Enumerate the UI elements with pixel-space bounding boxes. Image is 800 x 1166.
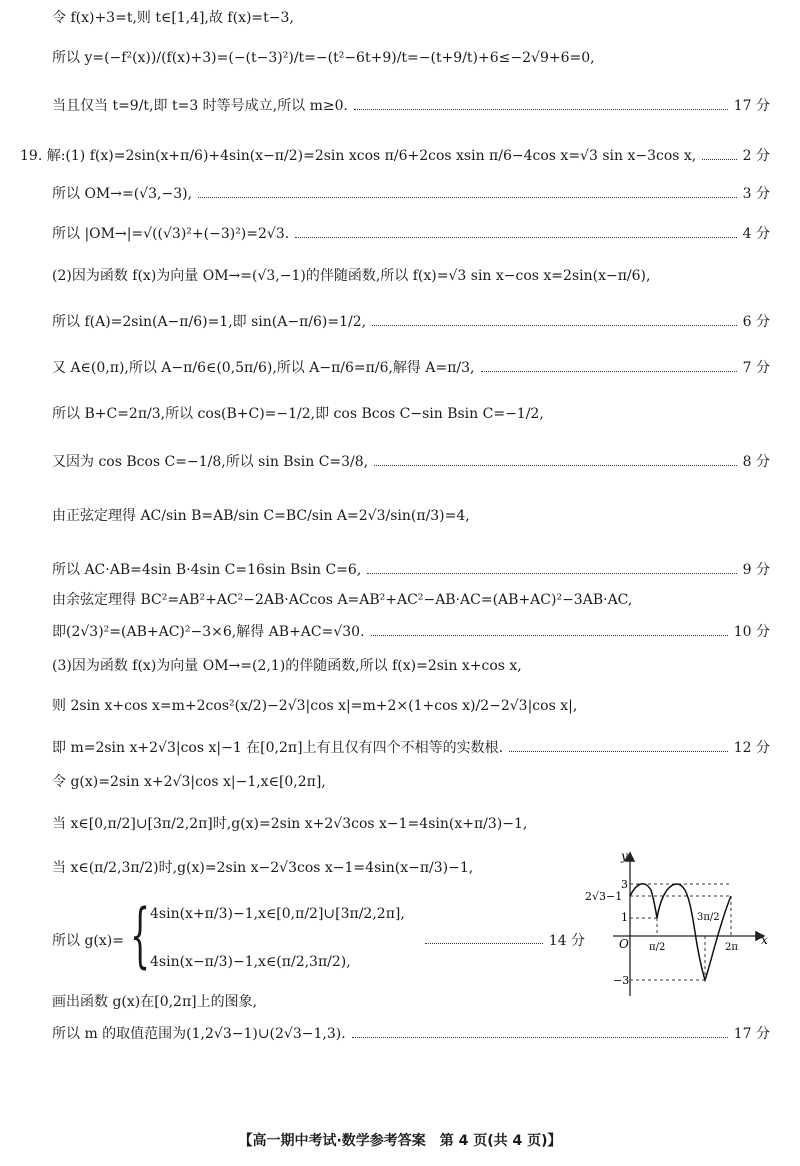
piecewise-label: 所以 g(x)= xyxy=(52,933,124,949)
x-tick-pi-2: π/2 xyxy=(649,942,666,953)
y-tick-2sqrt3-1: 2√3−1 xyxy=(585,890,623,903)
answer-line: 又因为 cos Bcos C=−1/8,所以 sin Bsin C=3/8, 8 分 xyxy=(52,454,770,470)
answer-line: 即 m=2sin x+2√3|cos x|−1 在[0,2π]上有且仅有四个不相等的实数根. 12 分 xyxy=(52,740,770,756)
question-19-heading: 19. 解:(1) f(x)=2sin(x+π/6)+4sin(x−π/2)=2sin xcos π/6+2cos xsin π/6−4cos x=√3 sin x−3cos x, 2 分 xyxy=(20,148,770,164)
score-label: 4 分 xyxy=(742,226,770,242)
score-label: 8 分 xyxy=(742,454,770,470)
score-label: 7 分 xyxy=(742,360,770,376)
y-tick-1: 1 xyxy=(621,911,628,924)
page-footer: 【高一期中考试·数学参考答案 第 4 页(共 4 页)】 xyxy=(238,1133,562,1149)
x-tick-2pi: 2π xyxy=(725,942,738,953)
answer-line: 所以 B+C=2π/3,所以 cos(B+C)=−1/2,即 cos Bcos C−sin Bsin C=−1/2, xyxy=(52,406,544,422)
answer-line: 当 x∈(π/2,3π/2)时,g(x)=2sin x−2√3cos x−1=4sin(x−π/3)−1, xyxy=(52,860,474,876)
score-label: 12 分 xyxy=(733,740,770,756)
origin-label: O xyxy=(619,937,629,951)
answer-line: 所以 y=(−f²(x))/(f(x)+3)=(−(t−3)²)/t=−(t²−6t+9)/t=−(t+9/t)+6≤−2√9+6=0, xyxy=(52,50,595,66)
y-tick-3: 3 xyxy=(621,878,628,891)
score-label: 10 分 xyxy=(733,624,770,640)
left-brace: { xyxy=(130,894,151,976)
answer-line: (3)因为函数 f(x)为向量 OM→=(2,1)的伴随函数,所以 f(x)=2sin x+cos x, xyxy=(52,658,522,674)
answer-line: 当 x∈[0,π/2]∪[3π/2,2π]时,g(x)=2sin x+2√3cos x−1=4sin(x+π/3)−1, xyxy=(52,816,528,832)
answer-line: 令 g(x)=2sin x+2√3|cos x|−1,x∈[0,2π], xyxy=(52,774,326,790)
score-label: 6 分 xyxy=(742,314,770,330)
answer-line: 即(2√3)²=(AB+AC)²−3×6,解得 AB+AC=√30. 10 分 xyxy=(52,624,770,640)
score-label: 9 分 xyxy=(742,562,770,578)
answer-line: 所以 AC·AB=4sin B·4sin C=16sin Bsin C=6, 9 分 xyxy=(52,562,770,578)
y-tick-minus-3: −3 xyxy=(613,974,630,987)
answer-line: 所以 f(A)=2sin(A−π/6)=1,即 sin(A−π/6)=1/2, 6 分 xyxy=(52,314,770,330)
answer-line: 所以 OM→=(√3,−3), 3 分 xyxy=(52,186,770,202)
piecewise-case-1: 4sin(x+π/3)−1,x∈[0,π/2]∪[3π/2,2π], xyxy=(150,906,405,922)
answer-line: 由正弦定理得 AC/sin B=AB/sin C=BC/sin A=2√3/sin(π/3)=4, xyxy=(52,508,470,524)
piecewise-score-row xyxy=(425,930,585,950)
answer-line: (2)因为函数 f(x)为向量 OM→=(√3,−1)的伴随函数,所以 f(x)=√3 sin x−cos x=2sin(x−π/6), xyxy=(52,268,651,284)
answer-line: 所以 |OM→|=√((√3)²+(−3)²)=2√3. 4 分 xyxy=(52,226,770,242)
answer-line: 画出函数 g(x)在[0,2π]上的图象, xyxy=(52,994,258,1010)
piecewise-case-2: 4sin(x−π/3)−1,x∈(π/2,3π/2), xyxy=(150,954,351,970)
y-axis-label: y xyxy=(621,849,628,863)
answer-line: 令 f(x)+3=t,则 t∈[1,4],故 f(x)=t−3, xyxy=(52,10,294,26)
x-tick-3pi-2: 3π/2 xyxy=(697,912,720,923)
g-curve xyxy=(630,884,731,980)
function-graph xyxy=(585,848,775,1000)
answer-line: 则 2sin x+cos x=m+2cos²(x/2)−2√3|cos x|=m+2×(1+cos x)/2−2√3|cos x|, xyxy=(52,698,578,714)
answer-line: 当且仅当 t=9/t,即 t=3 时等号成立,所以 m≥0. 17 分 xyxy=(52,98,770,114)
score-label: 3 分 xyxy=(742,186,770,202)
answer-line: 由余弦定理得 BC²=AB²+AC²−2AB·ACcos A=AB²+AC²−AB·AC=(AB+AC)²−3AB·AC, xyxy=(52,592,633,608)
answer-line: 又 A∈(0,π),所以 A−π/6∈(0,5π/6),所以 A−π/6=π/6,解得 A=π/3, 7 分 xyxy=(52,360,770,376)
score-label: 14 分 xyxy=(548,933,585,949)
answer-line: 所以 m 的取值范围为(1,2√3−1)∪(2√3−1,3). 17 分 xyxy=(52,1026,770,1042)
score-label: 2 分 xyxy=(742,148,770,164)
score-label: 17 分 xyxy=(733,98,770,114)
score-label: 17 分 xyxy=(733,1026,770,1042)
x-axis-label: x xyxy=(761,933,768,947)
